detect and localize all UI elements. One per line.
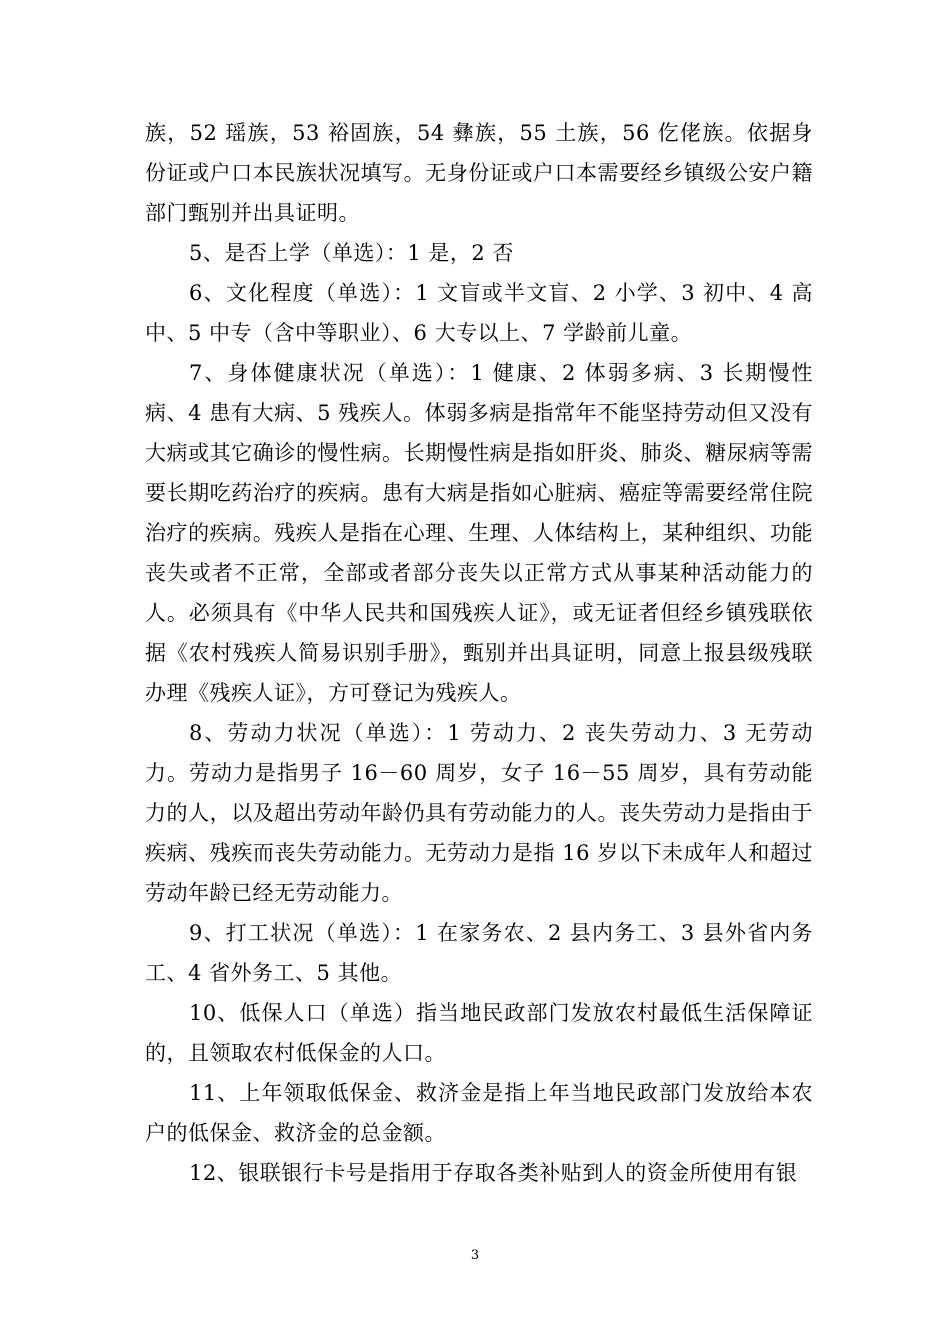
- paragraph-item-6-education: 6、文化程度（单选）：1 文盲或半文盲、2 小学、3 初中、4 高中、5 中专（含中等职业）、6 大专以上、7 学龄前儿童。: [145, 281, 813, 345]
- paragraph-item-7-health: 7、身体健康状况（单选）：1 健康、2 体弱多病、3 长期慢性病、4 患有大病、5 残疾人。体弱多病是指常年不能坚持劳动但又没有大病或其它确诊的慢性病。长期慢性病是指如肝炎、肺炎、糖尿病等需要长期吃药治疗的疾病。患有大病是指如心脏病、癌症等需要经常住院治疗的疾病。残疾人是指在心理、生理、人体结构上，某种组织、功能丧失或者不正常，全部或者部分丧失以正常方式从事某种活动能力的人。必须具有《中华人民共和国残疾人证》，或无证者但经乡镇残联依据《农村残疾人简易识别手册》，甄别并出具证明，同意上报县级残联办理《残疾人证》，方可登记为残疾人。: [145, 361, 813, 705]
- paragraph-item-8-labor: 8、劳动力状况（单选）：1 劳动力、2 丧失劳动力、3 无劳动力。劳动力是指男子 16－60 周岁，女子 16－55 周岁，具有劳动能力的人，以及超出劳动年龄仍具有劳动能力的人。丧失劳动力是指由于疾病、残疾而丧失劳动能力。无劳动力是指 16 岁以下未成年人和超过劳动年龄已经无劳动能力。: [145, 721, 813, 905]
- body-text: [145, 113, 813, 1193]
- paragraph-item-10-subsistence: 10、低保人口（单选）指当地民政部门发放农村最低生活保障证的，且领取农村低保金的人口。: [145, 1001, 813, 1065]
- paragraph-ethnic-continuation: 族，52 瑶族，53 裕固族，54 彝族，55 土族，56 仡佬族。依据身份证或户口本民族状况填写。无身份证或户口本需要经乡镇级公安户籍部门甄别并出具证明。: [145, 121, 813, 225]
- paragraph-item-5-schooling: 5、是否上学（单选）：1 是，2 否: [189, 241, 514, 265]
- paragraph-item-12-bank-card: 12、银联银行卡号是指用于存取各类补贴到人的资金所使用有银: [189, 1161, 798, 1185]
- paragraph-item-11-relief: 11、上年领取低保金、救济金是指上年当地民政部门发放给本农户的低保金、救济金的总金额。: [145, 1081, 813, 1145]
- page-number: 3: [470, 1248, 480, 1263]
- paragraph-item-9-work: 9、打工状况（单选）：1 在家务农、2 县内务工、3 县外省内务工、4 省外务工、5 其他。: [145, 921, 813, 985]
